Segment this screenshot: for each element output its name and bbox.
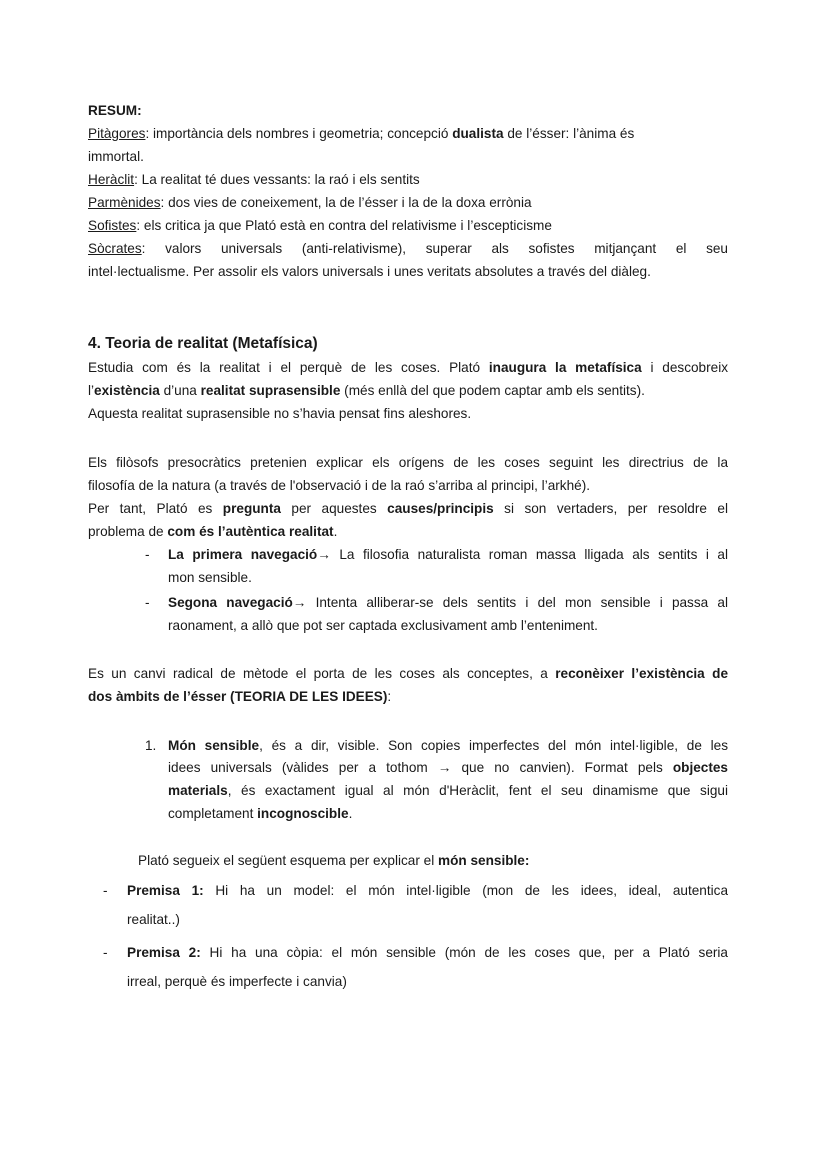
bold-text: materials [168,783,228,798]
text-run: si son vertaders, per resoldre el [493,501,728,516]
text-line [88,214,728,237]
underlined-term: Heràclit [88,172,135,187]
text-line [88,99,728,122]
bold-text: pregunta [222,501,281,516]
bold-text: dualista [452,126,504,141]
text-line [88,662,728,685]
text-line [88,520,728,543]
bold-text: Premisa 1: [127,883,204,898]
text-line [168,591,728,614]
bold-text: món sensible: [438,853,530,868]
bullet-marker: - [145,595,150,610]
text-line [88,474,728,497]
text-run: irreal, perquè és imperfecte i canvia) [127,974,347,989]
list-number: 1. [145,738,157,753]
text-line [88,237,728,260]
text-run: : els critica ja que Plató està en contra del relativisme i l’escepticisme [136,218,552,233]
text-run: , és exactament igual al món d'Heràclit, fent el seu dinamisme que sigui [227,783,728,798]
bold-text: La primera navegació [168,547,318,562]
bold-text: incognoscible [257,806,349,821]
text-run: . [333,524,338,539]
text-line [88,685,728,708]
text-run: Estudia com és la realitat i el perquè de les coses. Plató [88,360,489,375]
text-line [168,756,728,779]
text-line [88,356,728,379]
text-run: Hi ha una còpia: el món sensible (món de les coses que, per a Plató seria [200,945,728,960]
text-run: → La filosofia naturalista roman massa lligada als sentits i al [317,547,728,562]
underlined-term: Sòcrates [88,241,142,256]
bold-text: Segona navegació [168,595,293,610]
bold-text: Món sensible [168,738,260,753]
text-line [138,849,728,872]
text-line [127,908,728,931]
underlined-term: Pitàgores [88,126,146,141]
text-run: (més enllà del que podem captar amb els sentits). [340,383,645,398]
text-line [168,779,728,802]
bold-text: dos àmbits de l’ésser (TEORIA DE LES IDEES) [88,689,388,704]
text-run: Hi ha un model: el món intel·ligible (mon de les idees, ideal, autentica [203,883,728,898]
text-line [127,970,728,993]
text-run: Per tant, Plató es [88,501,223,516]
text-run: idees universals (vàlides per a tothom → que no canvien). Format pels [168,760,673,775]
text-line [88,497,728,520]
text-run: completament [168,806,258,821]
bullet-marker: - [103,883,108,898]
bullet-marker: - [103,945,108,960]
text-run: de l’ésser: l’ànima és [503,126,635,141]
text-run: raonament, a allò que pot ser captada exclusivament amb l’enteniment. [168,618,598,633]
text-line [168,566,728,589]
text-line [88,145,728,168]
text-line [88,402,728,425]
text-run: 4. Teoria de realitat (Metafísica) [88,335,318,352]
text-run: d’una [159,383,201,398]
text-line [88,168,728,191]
text-line [127,879,728,902]
text-run: l’ [88,383,95,398]
text-run: filosofía de la natura (a través de l'observació i de la raó s’arriba al principi, l’arkhé). [88,478,591,493]
text-run: Plató segueix el següent esquema per explicar el [138,853,438,868]
text-line [168,614,728,637]
text-line [168,802,728,825]
text-run: Es un canvi radical de mètode el porta de les coses als conceptes, a [88,666,556,681]
text-line [88,379,728,402]
text-line [127,941,728,964]
text-run: per aquestes [280,501,388,516]
section-heading [88,332,728,355]
bold-text: reconèixer l’existència de [555,666,728,681]
text-run: , és a dir, visible. Son copies imperfectes del món intel·ligible, de les [259,738,728,753]
text-run: problema de [88,524,168,539]
text-line [88,260,728,283]
bold-text: causes/principis [387,501,494,516]
text-run: immortal. [88,149,144,164]
text-run: → Intenta alliberar-se dels sentits i del mon sensible i passa al [292,595,728,610]
underlined-term: Sofistes [88,218,137,233]
text-run: : importància dels nombres i geometria; concepció [145,126,453,141]
text-run: Els filòsofs presocràtics pretenien explicar els orígens de les coses seguint les directrius de la [88,455,728,470]
text-run: realitat..) [127,912,180,927]
bold-text: com és l’autèntica realitat [167,524,334,539]
text-run: : [387,689,392,704]
text-line [88,122,728,145]
bold-text: realitat suprasensible [200,383,341,398]
text-run: Aquesta realitat suprasensible no s’havia pensat fins aleshores. [88,406,472,421]
text-run: . [348,806,353,821]
bold-text: RESUM: [88,103,142,118]
text-run: intel·lectualisme. Per assolir els valors universals i unes veritats absolutes a través del diàleg. [88,264,651,279]
text-run: : valors universals (anti-relativisme), superar als sofistes mitjançant el seu [141,241,728,256]
text-line [168,734,728,757]
text-line [88,451,728,474]
text-run: : dos vies de coneixement, la de l’ésser i la de la doxa errònia [160,195,532,210]
bold-text: inaugura la metafísica [488,360,642,375]
text-run: : La realitat té dues vessants: la raó i els sentits [134,172,420,187]
text-run: i descobreix [641,360,728,375]
bold-text: Premisa 2: [127,945,201,960]
bold-text: objectes [672,760,728,775]
bold-text: existència [94,383,160,398]
text-line [168,543,728,566]
bullet-marker: - [145,547,150,562]
text-line [88,191,728,214]
underlined-term: Parmènides [88,195,161,210]
text-run: mon sensible. [168,570,252,585]
